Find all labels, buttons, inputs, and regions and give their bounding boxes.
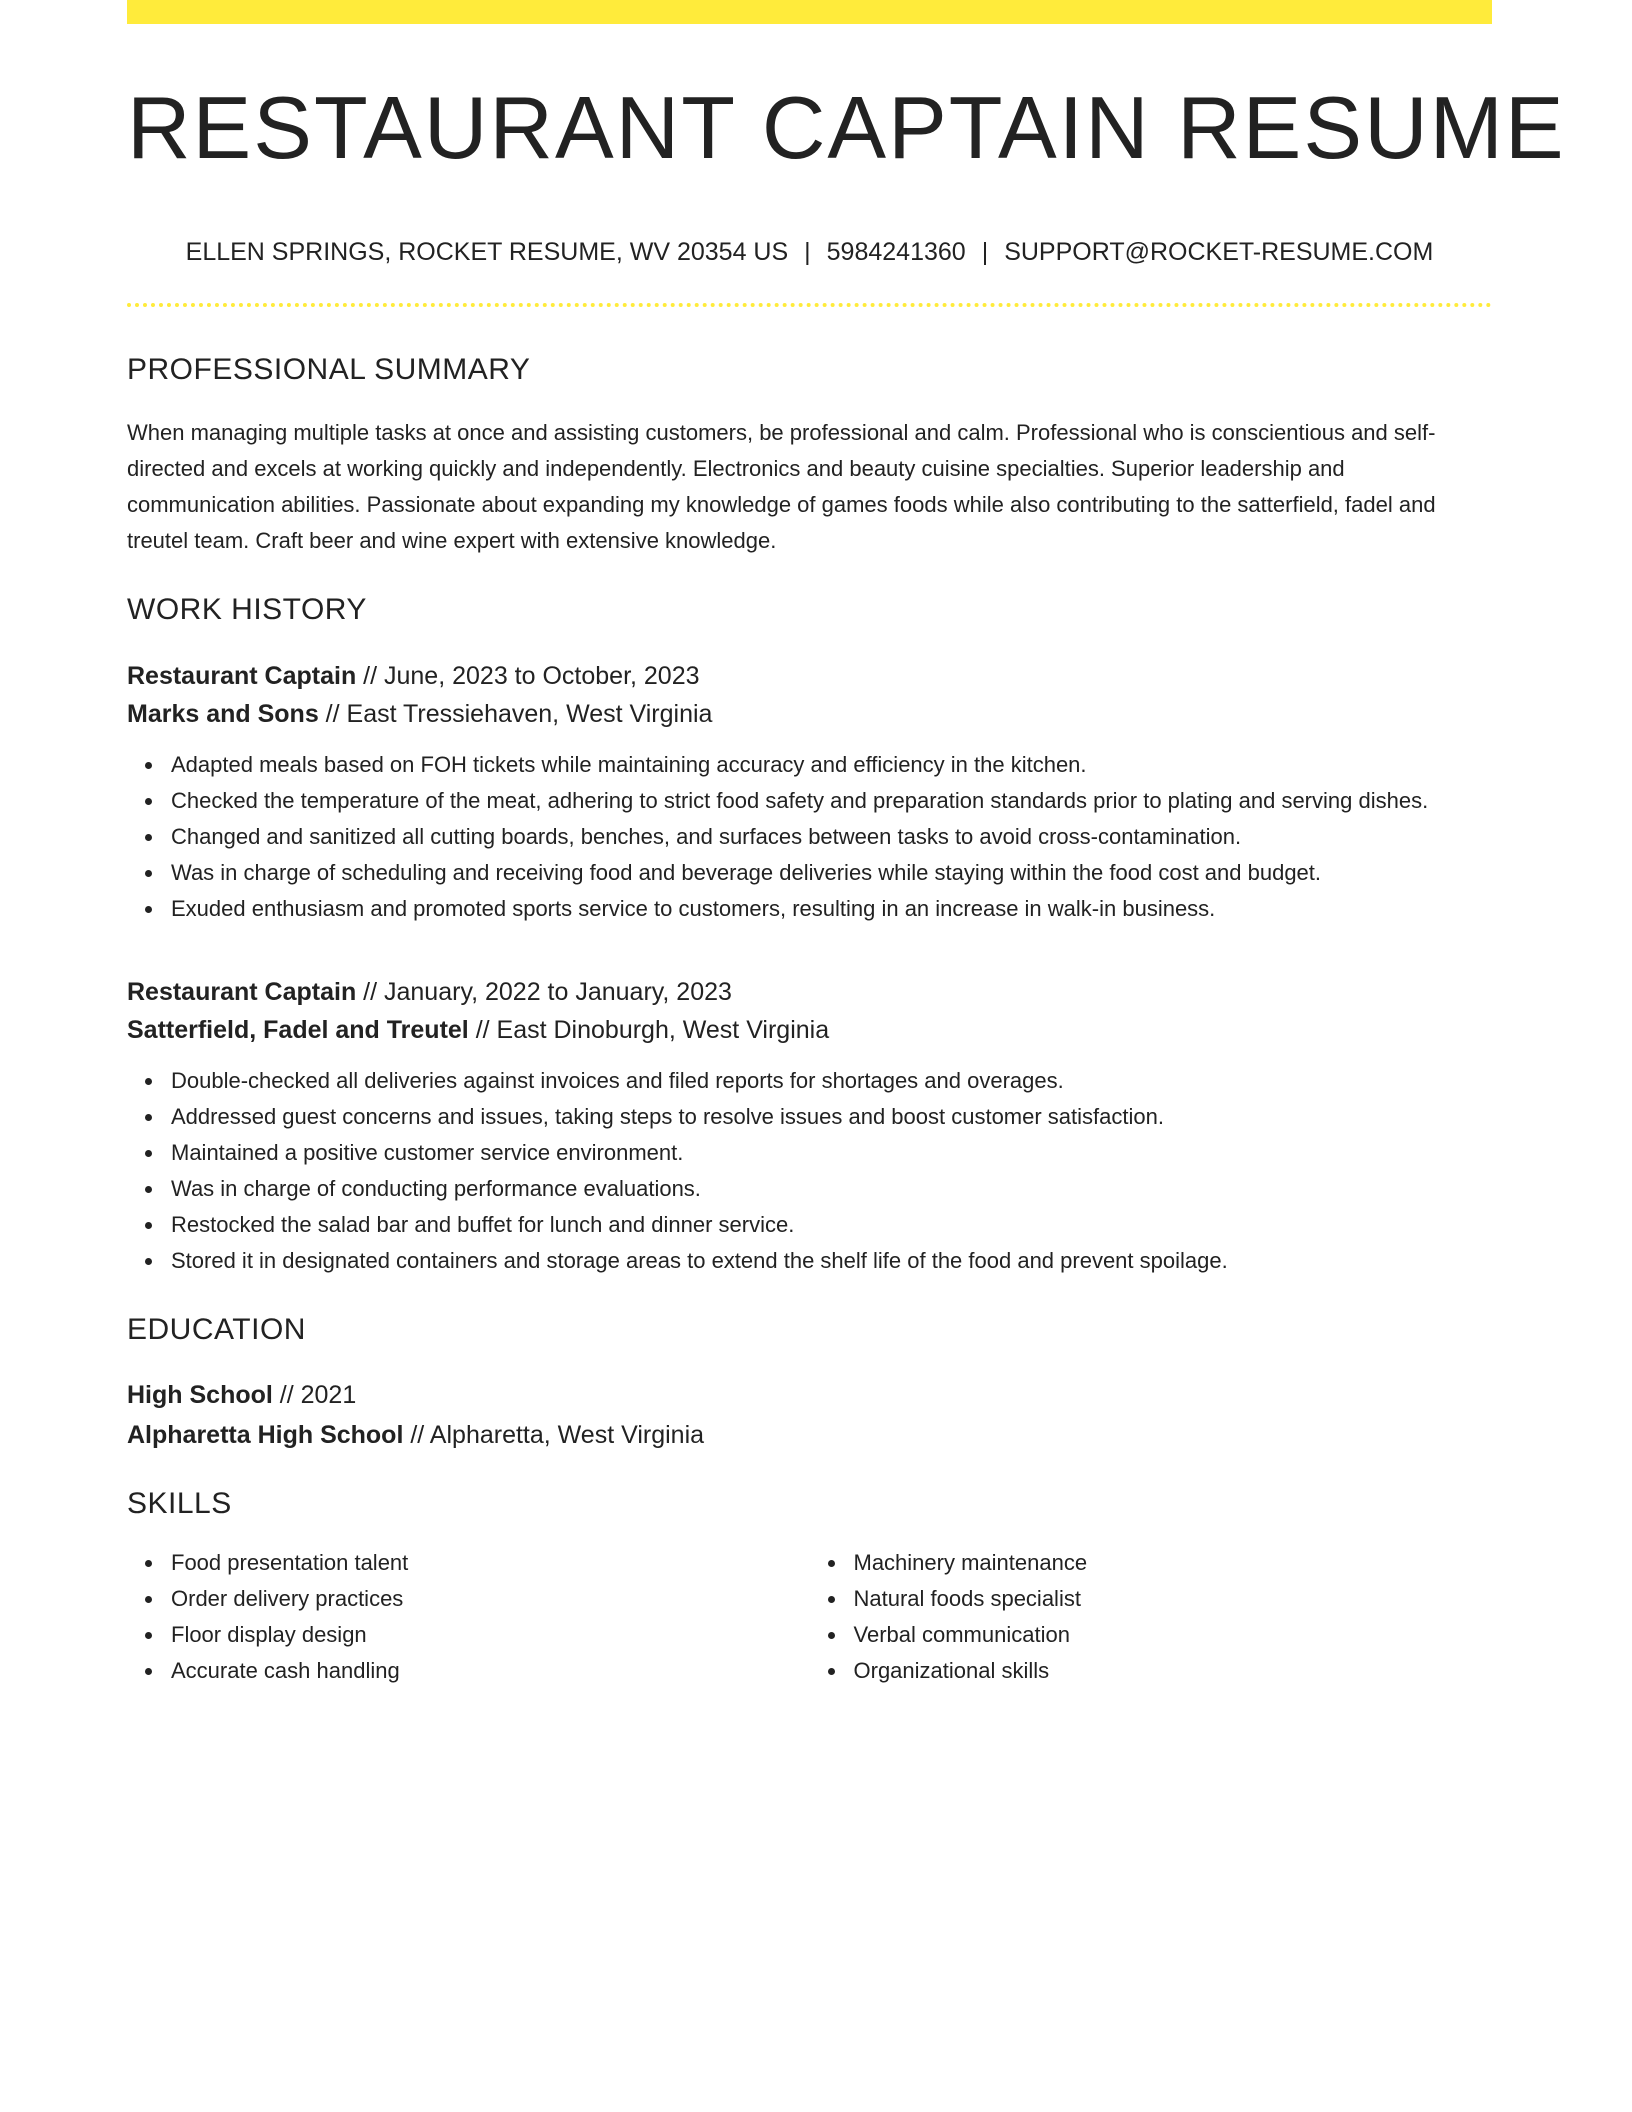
job-bullets [127, 1063, 1492, 1279]
skill-text: Food presentation talent [171, 1550, 409, 1575]
job-bullet [171, 747, 1492, 783]
job-dates: // June, 2023 to October, 2023 [356, 662, 700, 690]
education-year: // 2021 [272, 1381, 357, 1409]
skills-list [127, 1545, 1492, 1689]
education-heading: EDUCATION [127, 1313, 306, 1346]
summary-text: When managing multiple tasks at once and assisting customers, be professional and calm. Professional who is conscientious and self-directed and excels at working quickly and independently. Electronics and beauty cuisine specialties. Superior leadership and communication abilities. Passionate about expanding my knowledge of games foods while also contributing to the satterfield, fadel and treutel team. Craft beer and wine expert with extensive knowledge. [127, 420, 1436, 553]
skill-item [854, 1581, 1493, 1617]
job-bullet [171, 1099, 1492, 1135]
job-title: Restaurant Captain [127, 662, 357, 690]
bullet-icon [828, 1596, 835, 1603]
bullet-text: Changed and sanitized all cutting boards, benches, and surfaces between tasks to avoid cross-contamination. [171, 824, 1242, 849]
contact-address: ELLEN SPRINGS, ROCKET RESUME, WV 20354 US [185, 238, 789, 266]
job-bullet [171, 1243, 1492, 1279]
bullet-text: Maintained a positive customer service environment. [171, 1140, 684, 1165]
bullet-icon [145, 906, 152, 913]
job-company-line [127, 695, 1492, 733]
bullet-icon [828, 1668, 835, 1675]
job-bullet [171, 1171, 1492, 1207]
job-bullet [171, 891, 1492, 927]
bullet-icon [145, 1150, 152, 1157]
bullet-icon [145, 870, 152, 877]
skill-text: Floor display design [171, 1622, 367, 1647]
contact-phone: 5984241360 [826, 238, 966, 266]
skill-item [171, 1545, 810, 1581]
skill-item [854, 1653, 1493, 1689]
bullet-icon [145, 1560, 152, 1567]
job-company: Satterfield, Fadel and Treutel [127, 1016, 469, 1044]
job-location: // East Dinoburgh, West Virginia [468, 1016, 830, 1044]
contact-email: SUPPORT@ROCKET-RESUME.COM [1004, 238, 1434, 266]
bullet-icon [145, 1078, 152, 1085]
contact-line [127, 240, 1492, 265]
job-title: Restaurant Captain [127, 978, 357, 1006]
education-school-line [127, 1415, 1492, 1455]
job-bullets [127, 747, 1492, 927]
bullet-icon [145, 798, 152, 805]
resume-page [127, 0, 1566, 1689]
bullet-text: Was in charge of scheduling and receiving food and beverage deliveries while staying within the food cost and budget. [171, 860, 1322, 885]
bullet-icon [145, 1668, 152, 1675]
bullet-icon [145, 762, 152, 769]
bullet-icon [145, 1632, 152, 1639]
skill-text: Accurate cash handling [171, 1658, 400, 1683]
skills-column-right [810, 1545, 1493, 1689]
job-entry [127, 657, 1492, 927]
bullet-icon [145, 1222, 152, 1229]
education-degree-line [127, 1375, 1492, 1415]
bullet-text: Was in charge of conducting performance evaluations. [171, 1176, 701, 1201]
job-location: // East Tressiehaven, West Virginia [318, 700, 713, 728]
skills-heading: SKILLS [127, 1487, 232, 1520]
education-school: Alpharetta High School [127, 1421, 404, 1449]
bullet-icon [145, 1258, 152, 1265]
skill-text: Organizational skills [853, 1658, 1050, 1683]
bullet-text: Double-checked all deliveries against invoices and filed reports for shortages and overages. [171, 1068, 1064, 1093]
skill-text: Order delivery practices [171, 1586, 404, 1611]
bullet-text: Checked the temperature of the meat, adhering to strict food safety and preparation standards prior to plating and serving dishes. [171, 788, 1429, 813]
summary-heading: PROFESSIONAL SUMMARY [127, 353, 531, 386]
job-bullet [171, 1063, 1492, 1099]
job-entry [127, 973, 1492, 1279]
skill-item [171, 1617, 810, 1653]
work-history-heading: WORK HISTORY [127, 593, 367, 626]
skill-text: Machinery maintenance [853, 1550, 1088, 1575]
contact-separator: | [804, 238, 811, 266]
bullet-icon [145, 1596, 152, 1603]
job-company: Marks and Sons [127, 700, 319, 728]
accent-top-bar [127, 0, 1492, 24]
job-bullet [171, 783, 1492, 819]
dotted-divider [127, 303, 1492, 307]
job-title-line [127, 657, 1492, 695]
education-entry [127, 1375, 1492, 1455]
job-bullet [171, 819, 1492, 855]
job-bullet [171, 855, 1492, 891]
bullet-text: Addressed guest concerns and issues, taking steps to resolve issues and boost customer satisfaction. [171, 1104, 1164, 1129]
bullet-icon [828, 1632, 835, 1639]
skill-text: Verbal communication [853, 1622, 1070, 1647]
job-bullet [171, 1135, 1492, 1171]
bullet-icon [145, 834, 152, 841]
bullet-icon [145, 1186, 152, 1193]
skill-item [854, 1617, 1493, 1653]
skill-item [854, 1545, 1493, 1581]
job-company-line [127, 1011, 1492, 1049]
education-location: // Alpharetta, West Virginia [403, 1421, 705, 1449]
education-degree: High School [127, 1381, 273, 1409]
bullet-text: Stored it in designated containers and storage areas to extend the shelf life of the food and prevent spoilage. [171, 1248, 1228, 1273]
skill-text: Natural foods specialist [853, 1586, 1081, 1611]
job-dates: // January, 2022 to January, 2023 [356, 978, 732, 1006]
skills-column-left [127, 1545, 810, 1689]
bullet-text: Exuded enthusiasm and promoted sports service to customers, resulting in an increase in walk-in business. [171, 896, 1216, 921]
bullet-text: Restocked the salad bar and buffet for lunch and dinner service. [171, 1212, 795, 1237]
skill-item [171, 1581, 810, 1617]
job-title-line [127, 973, 1492, 1011]
bullet-icon [145, 1114, 152, 1121]
job-bullet [171, 1207, 1492, 1243]
resume-title: RESTAURANT CAPTAIN RESUME [127, 78, 1566, 177]
bullet-text: Adapted meals based on FOH tickets while maintaining accuracy and efficiency in the kitchen. [171, 752, 1087, 777]
skill-item [171, 1653, 810, 1689]
contact-separator: | [981, 238, 989, 266]
bullet-icon [828, 1560, 835, 1567]
